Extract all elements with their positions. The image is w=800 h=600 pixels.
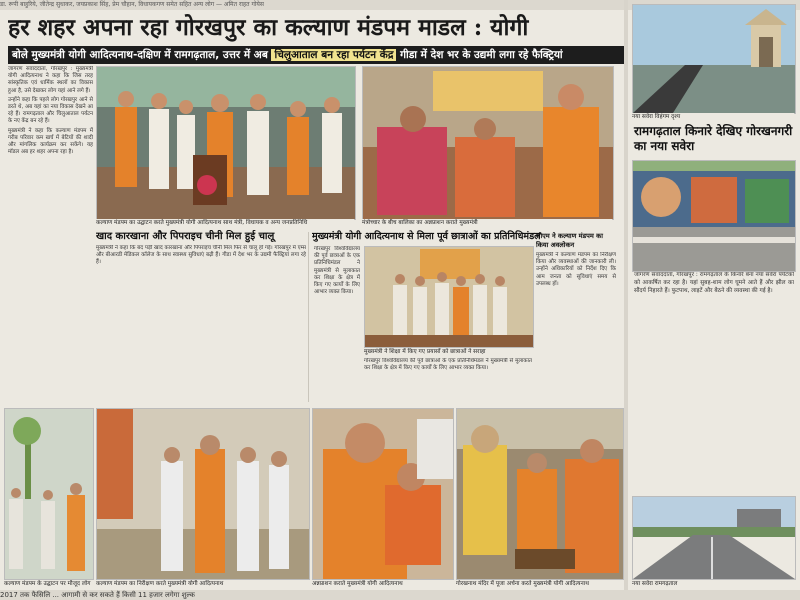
page-headline: हर शहर अपना रहा गोरखपुर का कल्याण मंडपम माडल : योगी: [8, 14, 529, 41]
top-strip: डा. रूपी बाहुरिये, जीतेन्द्र सुधाकर, जयप्रकाश सिंह, प्रेम चौहान, विधायकगण समेत सहित अन्य लोग — अमित राहत गोयेस: [0, 0, 800, 10]
footer-strip: 2017 तक फैसिलि ... आगामी से कर सकते हैं किसी 11 हजार लगेगा शुल्क: [0, 590, 800, 600]
photo-delegation-caption: मुख्यमंत्री ने शिक्षा में किए गए प्रयासों को छात्राओं ने सराहा: [364, 348, 532, 356]
section-body-factory: मुख्यमंत्री ने कहा कि बंद पड़ी खाद कारखाना और पिपराइच चीनी मिल फिर से चालू हो गई। गोरखपुर में एम्स और बीआरडी मेडिकल कॉलेज के साथ स्वास्थ्य सुविधाएं बढ़ी हैं। गीडा में देश भर के उद्यमी फैक्ट्रियां लगा रहे हैं।: [96, 245, 306, 266]
photo-inspection-caption: कल्याण मंडपम का निरीक्षण करते मुख्यमंत्री योगी आदित्यनाथ: [96, 580, 308, 588]
left-paragraph: जागरण संवाददाता, गोरखपुर : मुख्यमंत्री योगी आदित्यनाथ ने कहा कि जिस तरह सांस्कृतिक एवं धार्मिक स्थलों का विकास हुआ है, उसे देखकर लोग यहां आने लगे हैं।: [8, 66, 93, 94]
photo-mural-wall: [632, 160, 796, 272]
sidebar-body: मुख्यमंत्री ने कल्याण मंडपम का निरीक्षण किया और व्यवस्थाओं की जानकारी ली। उन्होंने अधिकारियों को निर्देश दिए कि आम जनता को सुविधाएं समय से उपलब्ध हों।: [536, 252, 616, 287]
photo-annaprashan: [362, 66, 614, 220]
sub-headline: [8, 46, 627, 64]
photo-delegation: [364, 246, 534, 348]
photo-nayasavera-top-caption: नया सवेरा विहंगम दृश्य: [632, 113, 794, 121]
photo-bottom-crowd: [4, 408, 94, 580]
photo-bottom-crowd-image: [5, 409, 93, 579]
photo-mural-wall-image: [633, 161, 795, 271]
photo-nayasavera-top: [632, 4, 796, 114]
right-column-heading: रामगढ़ताल किनारे देखिए गोरखनगरी का नया सवेरा: [634, 124, 793, 153]
sub-headline-text: बोले मुख्यमंत्री योगी आदित्यनाथ-दक्षिण में रामगढ़ताल, उत्तर में अब: [12, 49, 268, 61]
photo-temple-worship-image: [457, 409, 623, 579]
sidebar-heading: सीएम ने कल्याण मंडपम का किया अवलोकन: [536, 232, 603, 249]
photo-inauguration-image: [97, 67, 355, 219]
photo-nayasavera-top-image: [633, 5, 795, 113]
photo-temple-worship-caption: गोरखनाथ मंदिर में पूजा अर्चना करते मुख्यमंत्री योगी आदित्यनाथ: [456, 580, 622, 588]
right-column-body: जागरण संवाददाता, गोरखपुर : रामगढ़ताल के किनारे बना नया सवेरा पर्यटकों को आकर्षित कर रहा है। यहां सुबह-शाम लोग घूमने आते हैं और झील का सौंदर्य निहारते हैं। फुटपाथ, लाइटें और बैठने की व्यवस्था की गई है।: [634, 272, 794, 294]
photo-inauguration-caption: कल्याण मंडपम का उद्घाटन करते मुख्यमंत्री योगी आदित्यनाथ साथ मंत्री, विधायक व अन्य जनप्रतिनिधि: [96, 219, 354, 227]
photo-promenade-caption: नया सवेरा रामगढ़ताल: [632, 580, 794, 588]
photo-inspection-image: [97, 409, 309, 579]
right-column-divider: [624, 0, 628, 590]
left-article-column: [8, 66, 93, 386]
section-body-delegation: गोरखपुर विश्वविद्यालय की पूर्व छात्राओं के एक प्रतिनिधिमंडल ने मुख्यमंत्री से मुलाकात कर शिक्षा के क्षेत्र में किए गए कार्यों के लिए आभार व्यक्त किया।: [314, 246, 360, 296]
photo-inspection: [96, 408, 310, 580]
photo-feeding-child-caption: अन्नप्राशन कराते मुख्यमंत्री योगी आदित्यनाथ: [312, 580, 452, 588]
photo-feeding-child: [312, 408, 454, 580]
photo-feeding-child-image: [313, 409, 453, 579]
photo-inauguration: [96, 66, 356, 220]
section-body-delegation-cont: गोरखपुर विश्वविद्यालय की पूर्व छात्राओं के एक प्रतिनिधिमंडल ने मुख्यमंत्री से मुलाकात कर शिक्षा के क्षेत्र में किए गए कार्यों के लिए आभार व्यक्त किया।: [364, 358, 532, 372]
section-heading-delegation: मुख्यमंत्री योगी आदित्यनाथ से मिला पूर्व छात्राओं का प्रतिनिधिमंडल: [312, 231, 541, 242]
photo-delegation-image: [365, 247, 533, 347]
sub-headline-highlight: चिलुआताल बन रहा पर्यटन केंद्र: [271, 49, 396, 61]
photo-annaprashan-caption: मंत्रोच्चार के बीच बालिका का अन्नप्राशन कराते मुख्यमंत्री: [362, 219, 612, 227]
left-paragraph: उन्होंने कहा कि पहले लोग गोरखपुर आने से डरते थे, अब यहां का नया विकास देखने आ रहे हैं। रामगढ़ताल और चिलुआताल पर्यटन के नए केंद्र बन रहे हैं।: [8, 96, 93, 125]
photo-annaprashan-image: [363, 67, 613, 219]
photo-promenade-image: [633, 497, 795, 579]
photo-promenade: [632, 496, 796, 580]
photo-temple-worship: [456, 408, 624, 580]
left-paragraph: मुख्यमंत्री ने कहा कि कल्याण मंडपम में गरीब परिवार कम खर्च में बेटियों की शादी और मांगलिक कार्यक्रम कर सकेंगे। यह मॉडल अब हर शहर अपना रहा है।: [8, 127, 93, 156]
column-divider: [308, 232, 309, 402]
sub-headline-tail: गीडा में देश भर के उद्यमी लगा रहे फैक्ट्रियां: [400, 49, 563, 61]
section-heading-factory: खाद कारखाना और पिपराइच चीनी मिल हुई चालू: [96, 231, 275, 242]
photo-bottom-crowd-caption: कल्याण मंडपम के उद्घाटन पर मौजूद लोग: [4, 581, 91, 587]
